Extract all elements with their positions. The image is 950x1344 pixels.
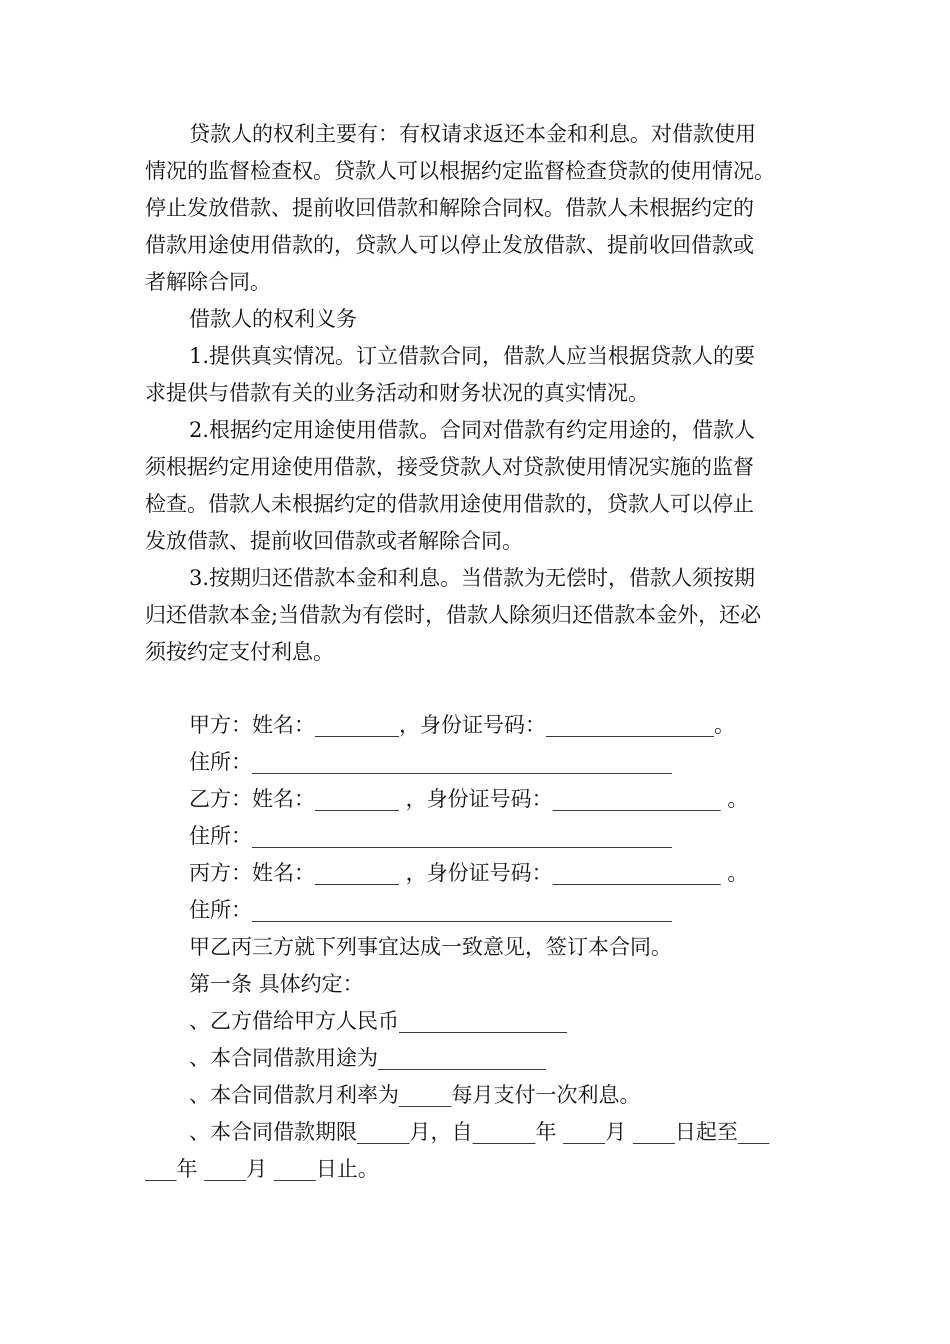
borrower-item-1 — [145, 338, 815, 412]
agreement-intro: 甲乙丙三方就下列事宜达成一致意见，签订本合同。 — [189, 935, 672, 959]
paragraph-line: 2.根据约定用途使用借款。合同对借款有约定用途的，借款人 — [189, 418, 756, 442]
party-c-line: 丙方：姓名：________ ，身份证号码：________________ 。 — [189, 861, 749, 885]
paragraph-line: 发放借款、提前收回借款或者解除合同。 — [145, 529, 523, 553]
article-1-item: 、本合同借款月利率为_____每月支付一次利息。 — [189, 1083, 641, 1107]
article-1-continuation: ___年 ____月 ____日止。 — [145, 1157, 379, 1181]
article-1-item: 、本合同借款用途为________________ — [189, 1046, 546, 1070]
party-a-address-line: 住所：________________________________________ — [189, 750, 672, 774]
article-1-item: 、乙方借给甲方人民币________________ — [189, 1009, 567, 1033]
borrower-heading: 借款人的权利义务 — [189, 307, 357, 331]
article-1-item: 、本合同借款期限_____月，自______年 ____月 ____日起至___ — [189, 1120, 770, 1144]
lender-rights-paragraph — [145, 116, 815, 301]
party-a-line: 甲方：姓名：________，身份证号码：________________。 — [189, 713, 735, 737]
article-1-title: 第一条 具体约定： — [189, 972, 364, 996]
paragraph-line: 须按约定支付利息。 — [145, 640, 334, 664]
paragraph-line: 检查。借款人未根据约定的借款用途使用借款的，贷款人可以停止 — [145, 492, 754, 516]
paragraph-line: 停止发放借款、提前收回借款和解除合同权。借款人未根据约定的 — [145, 196, 754, 220]
paragraph-line: 贷款人的权利主要有：有权请求返还本金和利息。对借款使用 — [189, 122, 756, 146]
paragraph-line: 3.按期归还借款本金和利息。当借款为无偿时，借款人须按期 — [189, 566, 756, 590]
borrower-item-3 — [145, 560, 815, 671]
borrower-item-2 — [145, 412, 815, 560]
paragraph-line: 者解除合同。 — [145, 270, 271, 294]
parties-block — [145, 707, 815, 1188]
party-b-line: 乙方：姓名：________ ，身份证号码：________________ 。 — [189, 787, 749, 811]
paragraph-line: 须根据约定用途使用借款，接受贷款人对贷款使用情况实施的监督 — [145, 455, 754, 479]
borrower-section — [145, 301, 815, 338]
paragraph-line: 1.提供真实情况。订立借款合同，借款人应当根据贷款人的要 — [189, 344, 756, 368]
paragraph-line: 借款用途使用借款的，贷款人可以停止发放借款、提前收回借款或 — [145, 233, 754, 257]
party-b-address-line: 住所：________________________________________ — [189, 824, 672, 848]
party-c-address-line: 住所：________________________________________ — [189, 898, 672, 922]
paragraph-line: 求提供与借款有关的业务活动和财务状况的真实情况。 — [145, 381, 649, 405]
paragraph-line: 情况的监督检查权。贷款人可以根据约定监督检查贷款的使用情况。 — [145, 159, 775, 183]
paragraph-line: 归还借款本金;当借款为有偿时，借款人除须归还借款本金外，还必 — [145, 603, 762, 627]
